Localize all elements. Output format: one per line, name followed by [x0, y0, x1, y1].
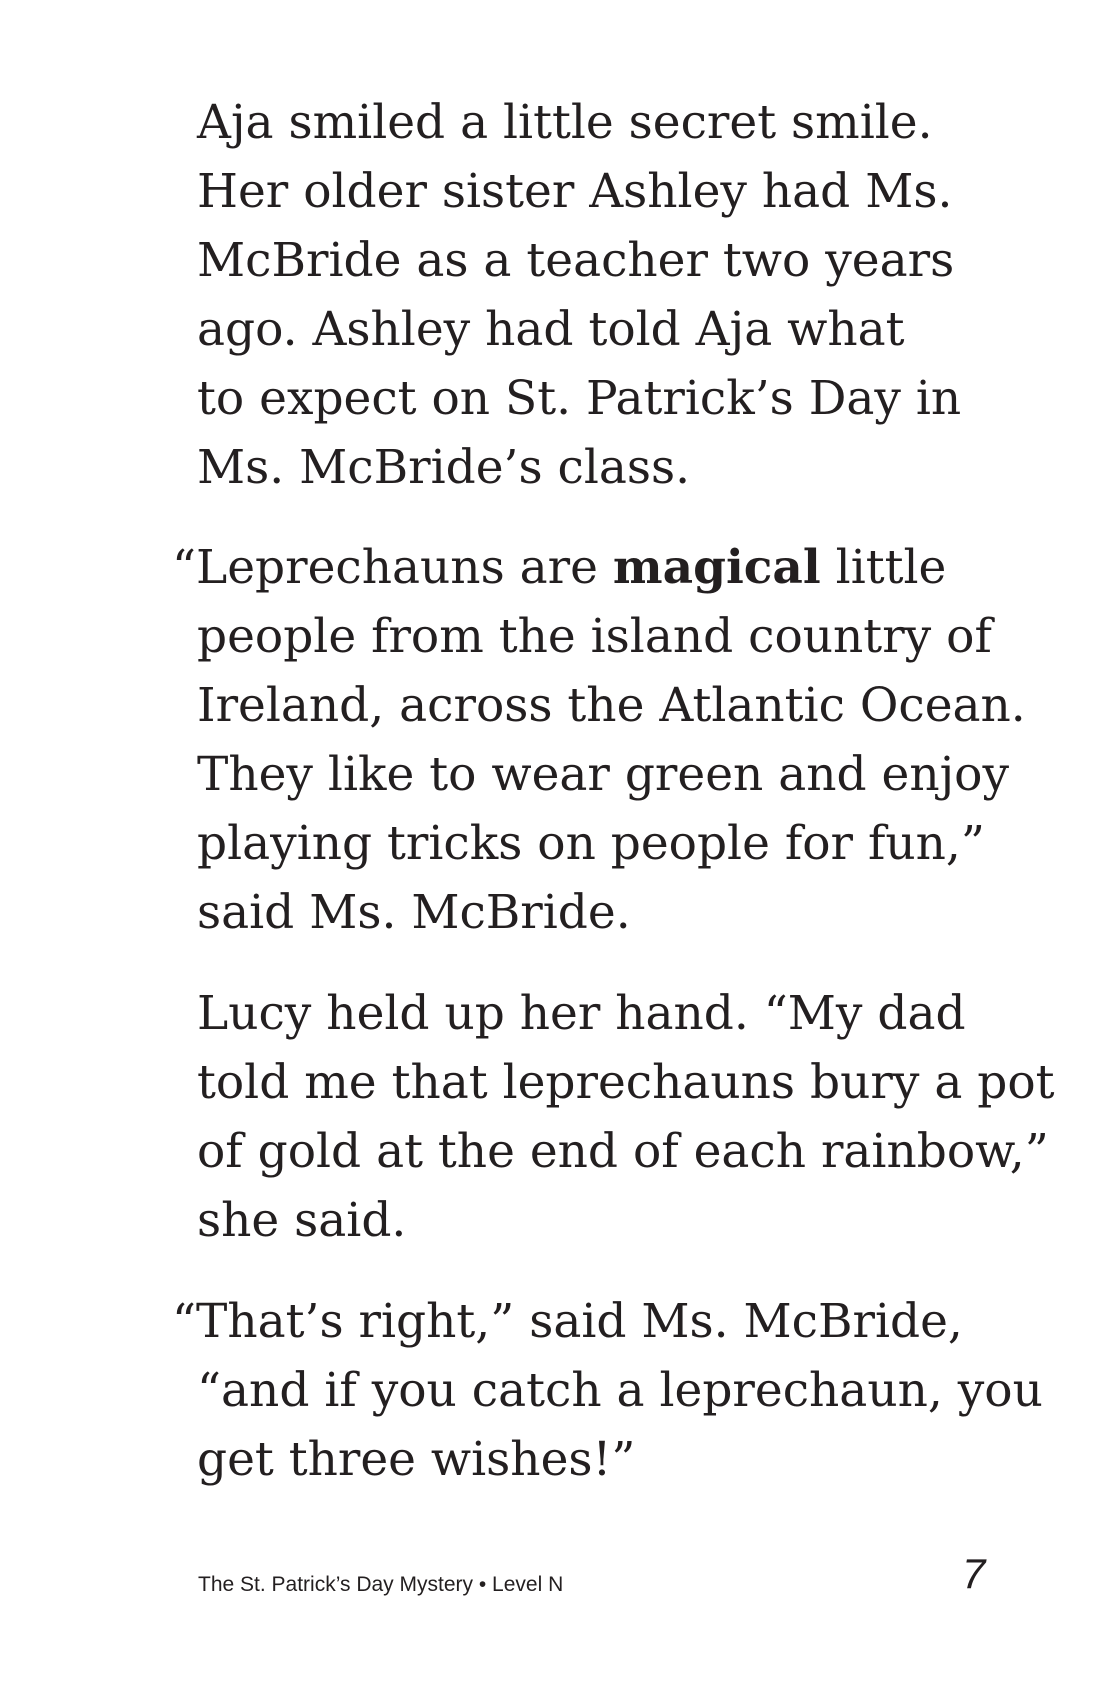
text-line: to expect on St. Patrick’s Day in	[197, 371, 962, 426]
text-line: ago. Ashley had told Aja what	[197, 302, 905, 357]
text-line: McBride as a teacher two years	[197, 233, 955, 288]
text-line: Lucy held up her hand. “My dad	[197, 986, 966, 1041]
text-line: of gold at the end of each rainbow,”	[197, 1124, 1049, 1179]
text-line: “and if you catch a leprechaun, you	[197, 1363, 1043, 1418]
text-line: told me that leprechauns bury a pot	[197, 1055, 1055, 1110]
book-title-footer: The St. Patrick’s Day Mystery • Level N	[198, 1573, 564, 1596]
page-number: 7	[962, 1550, 986, 1597]
text-line: she said.	[197, 1193, 407, 1248]
text-line	[172, 533, 1027, 602]
paragraph-4	[172, 1287, 1043, 1494]
text-run: “Leprechauns are	[172, 540, 613, 595]
paragraph-2	[172, 533, 1027, 947]
text-line: Aja smiled a little secret smile.	[197, 95, 933, 150]
text-run: little	[820, 540, 947, 595]
text-line: get three wishes!”	[197, 1432, 636, 1487]
text-line: Ms. McBride’s class.	[197, 440, 691, 495]
text-line: Her older sister Ashley had Ms.	[197, 164, 953, 219]
bold-vocabulary-word: magical	[612, 540, 821, 595]
text-line: “That’s right,” said Ms. McBride,	[172, 1294, 963, 1349]
text-line: playing tricks on people for fun,”	[197, 816, 985, 871]
text-line: Ireland, across the Atlantic Ocean.	[197, 678, 1026, 733]
text-line: They like to wear green and enjoy	[197, 747, 1010, 802]
text-line: people from the island country of	[197, 609, 992, 664]
paragraph-1	[197, 88, 1027, 502]
paragraph-3	[197, 979, 1055, 1255]
text-line: said Ms. McBride.	[197, 885, 631, 940]
